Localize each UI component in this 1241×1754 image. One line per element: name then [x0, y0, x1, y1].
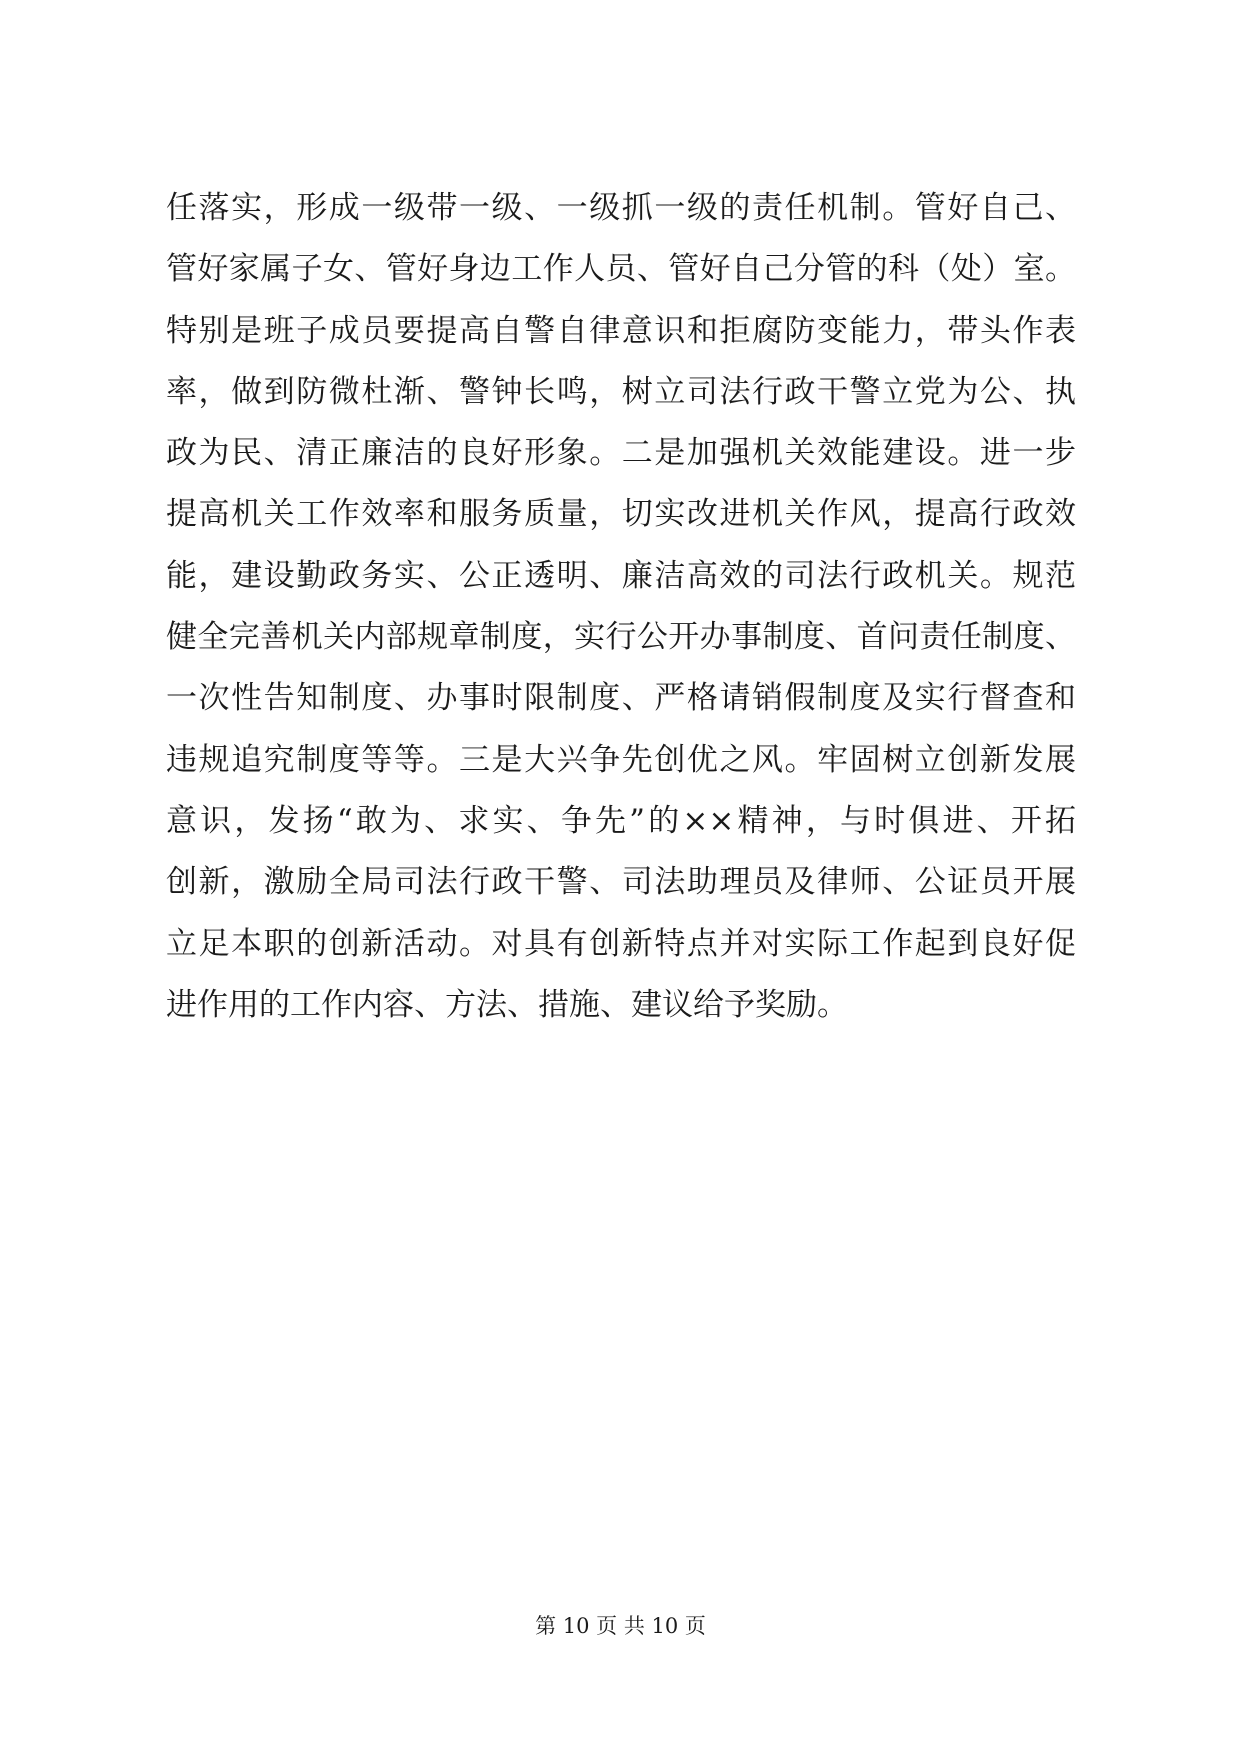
- text-line: 意识，发扬“敢为、求实、争先”的××精神，与时俱进、开拓: [166, 802, 1076, 839]
- text-line: 率，做到防微杜渐、警钟长鸣，树立司法行政干警立党为公、执: [166, 373, 1076, 410]
- text-line: 创新，激励全局司法行政干警、司法助理员及律师、公证员开展: [166, 864, 1076, 901]
- text-line: 特别是班子成员要提高自警自律意识和拒腐防变能力，带头作表: [166, 312, 1076, 349]
- text-line: 政为民、清正廉洁的良好形象。二是加强机关效能建设。进一步: [166, 435, 1076, 472]
- text-line: 提高机关工作效率和服务质量，切实改进机关作风，提高行政效: [166, 496, 1076, 533]
- text-line: 立足本职的创新活动。对具有创新特点并对实际工作起到良好促: [166, 925, 1076, 962]
- text-line: 能，建设勤政务实、公正透明、廉洁高效的司法行政机关。规范: [166, 557, 1076, 594]
- page-footer: [0, 1611, 1241, 1641]
- text-line: 一次性告知制度、办事时限制度、严格请销假制度及实行督查和: [166, 680, 1076, 717]
- text-line: 任落实，形成一级带一级、一级抓一级的责任机制。管好自己、: [166, 190, 1076, 226]
- text-line: 管好家属子女、管好身边工作人员、管好自己分管的科（处）室。: [166, 251, 1076, 288]
- body-paragraph: [166, 178, 1076, 1036]
- text-line: 健全完善机关内部规章制度，实行公开办事制度、首问责任制度、: [166, 619, 1076, 656]
- text-line: 违规追究制度等等。三是大兴争先创优之风。牢固树立创新发展: [166, 741, 1076, 778]
- page-number: 第 10 页 共 10 页: [535, 1614, 706, 1638]
- text-line: 进作用的工作内容、方法、措施、建议给予奖励。: [166, 986, 848, 1023]
